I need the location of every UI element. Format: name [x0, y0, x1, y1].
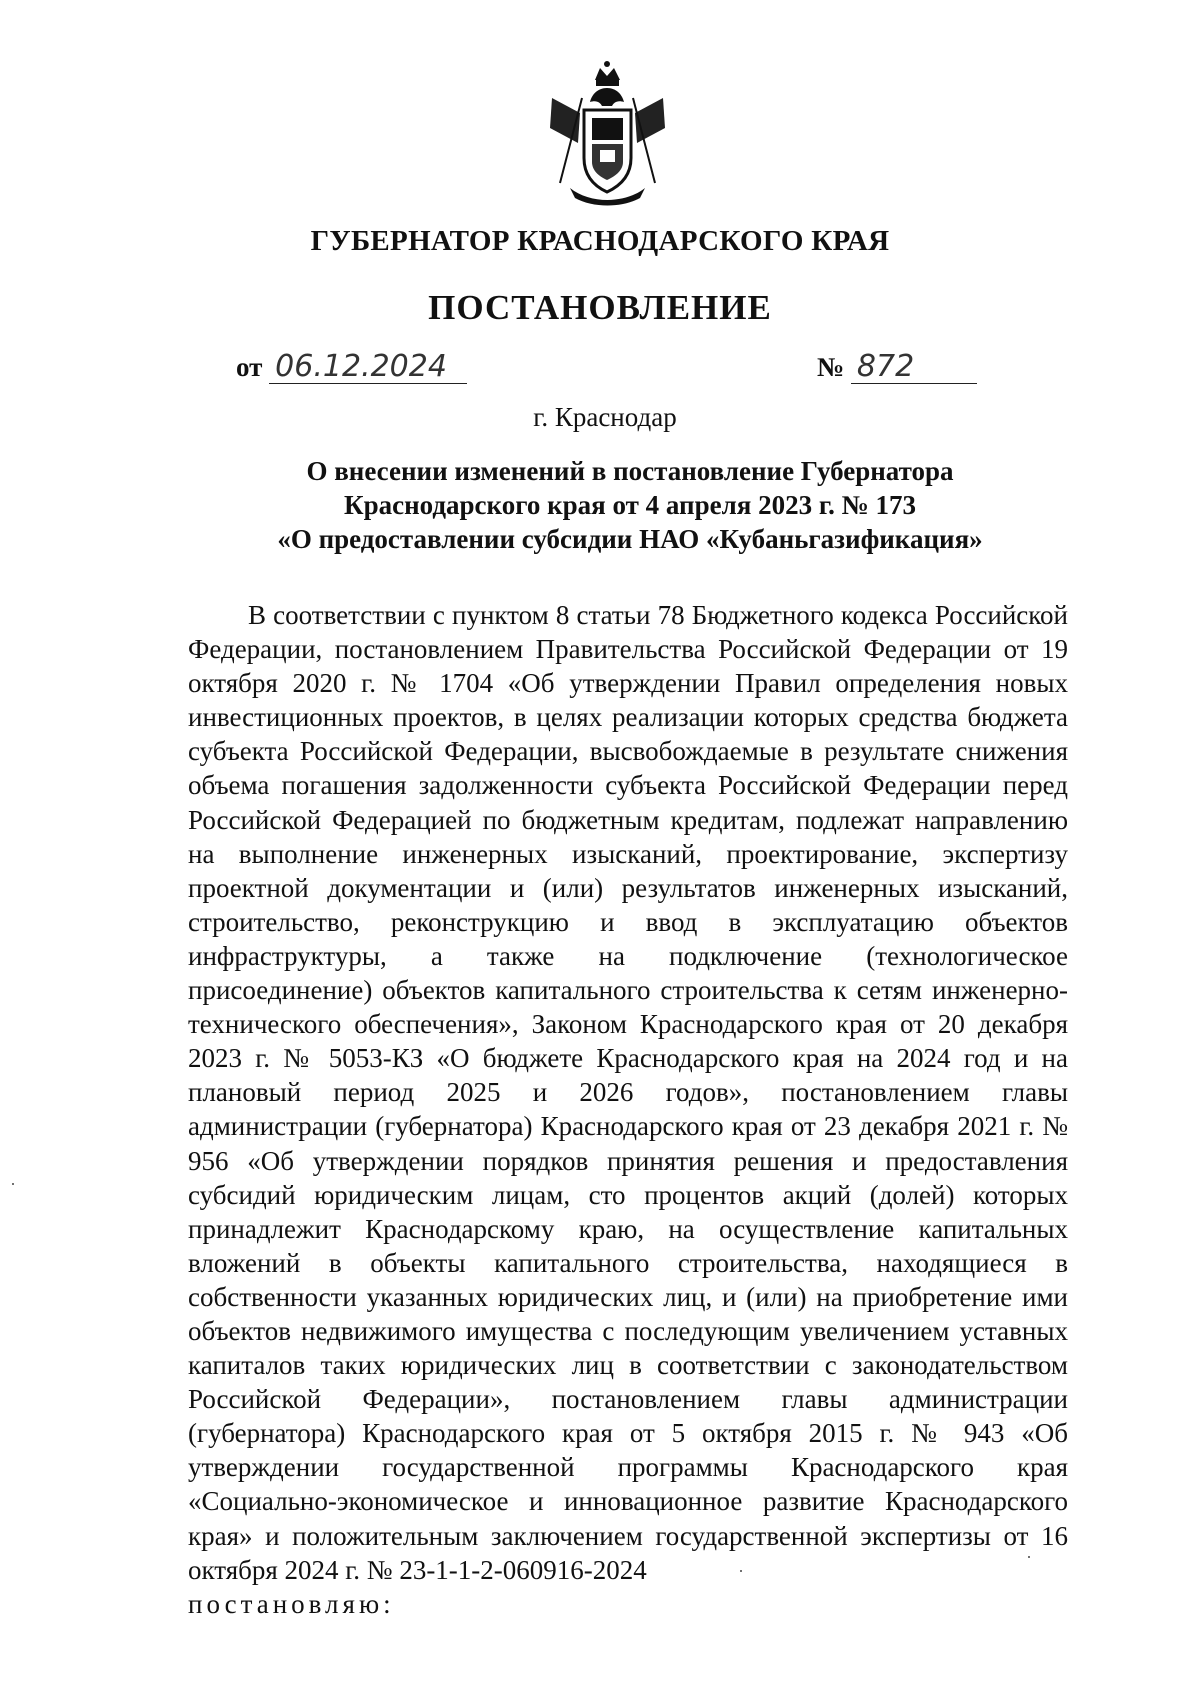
issue-city: г. Краснодар — [533, 402, 677, 432]
number-prefix: № — [817, 352, 845, 382]
document-type: ПОСТАНОВЛЕНИЕ — [428, 288, 772, 327]
scan-speck — [740, 1570, 742, 1572]
document-number — [817, 350, 977, 384]
date-handwritten: 06.12.2024 — [269, 350, 467, 384]
subject-line-3: «О предоставлении субсидии НАО «Кубаньгазификация» — [277, 524, 983, 554]
subject-line-1: О внесении изменений в постановление Губернатора — [306, 456, 954, 486]
coat-of-arms-icon — [540, 58, 675, 208]
body-paragraph: В соответствии с пунктом 8 статьи 78 Бюджетного кодекса Российской Федерации, постановлением Правительства Российской Федерации от 19 октября 2020 г. № 1704 «Об утверждении Правил определения новых инвестиционных проектов, в целях реализации которых средства бюджета субъекта Российской Федерации, высвобождаемые в результате снижения объема погашения задолженности субъекта Российской Федерации перед Российской Федерацией по бюджетным кредитам, подлежат направлению на выполнение инженерных изысканий, проектирование, экспертизу проектной документации и (или) результатов инженерных изысканий, строительство, реконструкцию и ввод в эксплуатацию объектов инфраструктуры, а также на подключение (технологическое присоединение) объектов капитального строительства к сетям инженерно-технического обеспечения», Законом Краснодарского края от 20 декабря 2023 г. № 5053-КЗ «О бюджете Краснодарского края на 2024 год и на плановый период 2025 и 2026 годов», постановлением главы администрации (губернатора) Краснодарского края от 23 декабря 2021 г. № 956 «Об утверждении порядков принятия решения и предоставления субсидий юридическим лицам, сто процентов акций (долей) которых принадлежит Краснодарскому краю, на осуществление капитальных вложений в объекты капитального строительства, находящиеся в собственности указанных юридических лиц, и (или) на приобретение ими объектов недвижимого имущества с последующим увеличением уставных капиталов таких юридических лиц в соответствии с законодательством Российской Федерации», постановлением главы администрации (губернатора) Краснодарского края от 5 октября 2015 г. № 943 «Об утверждении государственной программы Краснодарского края «Социально-экономическое и инновационное развитие Краснодарского края» и положительным заключением государственной экспертизы от 16 октября 2024 г. № 23-1-1-2-060916-2024 — [188, 600, 1068, 1585]
document-subject — [190, 454, 1070, 556]
scan-speck — [12, 1183, 14, 1185]
issuing-authority: ГУБЕРНАТОР КРАСНОДАРСКОГО КРАЯ — [310, 225, 890, 257]
document-date — [236, 350, 467, 384]
document-body — [188, 598, 1068, 1621]
number-handwritten: 872 — [851, 350, 977, 384]
scan-speck — [1028, 1556, 1030, 1558]
date-prefix: от — [236, 352, 263, 382]
resolution-closing: постановляю: — [188, 1588, 395, 1619]
subject-line-2: Краснодарского края от 4 апреля 2023 г. № 173 — [344, 490, 916, 520]
